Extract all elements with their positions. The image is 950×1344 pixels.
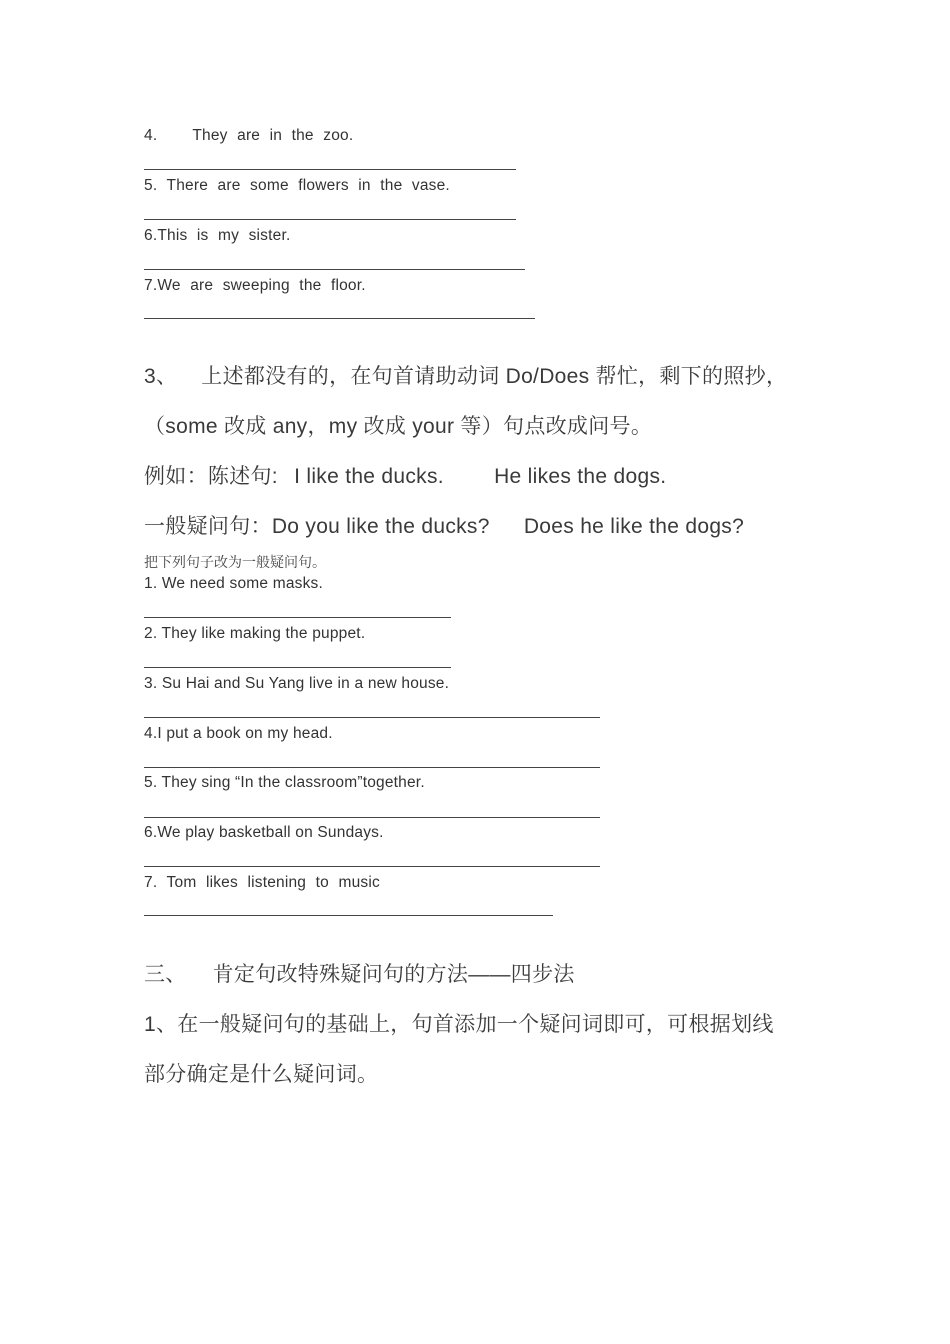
rule-line-2: （some 改成 any，my 改成 your 等）句点改成问号。	[144, 415, 653, 438]
list-item: 7. Tom likes listening to music	[144, 874, 380, 891]
section-title: 肯定句改特殊疑问句的方法——四步法	[212, 963, 575, 986]
example-b: He likes the dogs.	[494, 465, 667, 488]
list-item: 2. They like making the puppet.	[144, 625, 366, 642]
list-item: 6.This is my sister.	[144, 227, 291, 244]
answer-line	[144, 866, 600, 867]
example-a: I like the ducks.	[294, 465, 444, 488]
question-b: Does he like the dogs?	[523, 515, 745, 538]
list-item: 5. They sing “In the classroom”together.	[144, 774, 425, 791]
list-item: 1. We need some masks.	[144, 575, 323, 592]
answer-line	[144, 318, 535, 319]
item-number: 4.	[144, 127, 158, 144]
list-item: 6.We play basketball on Sundays.	[144, 824, 384, 841]
answer-line	[144, 717, 600, 718]
rule-number: 3、	[144, 365, 178, 388]
list-item	[144, 127, 353, 145]
step-line-2: 部分确定是什么疑问词。	[144, 1063, 379, 1086]
list-item: 7.We are sweeping the floor.	[144, 277, 366, 294]
answer-line	[144, 915, 553, 916]
answer-line	[144, 817, 600, 818]
answer-line	[144, 767, 600, 768]
list-item: 3. Su Hai and Su Yang live in a new house.	[144, 675, 450, 692]
example-line	[144, 460, 666, 490]
exercise-instruction: 把下列句子改为一般疑问句。	[144, 554, 326, 570]
rule-text: 上述都没有的，在句首请助动词 Do/Does 帮忙，剩下的照抄，	[201, 365, 788, 388]
section-heading	[144, 958, 575, 988]
section-number: 三、	[144, 963, 187, 986]
answer-line	[144, 269, 525, 270]
question-a: Do you like the ducks?	[271, 515, 490, 538]
list-item: 4.I put a book on my head.	[144, 725, 333, 742]
question-line	[144, 510, 744, 540]
answer-line	[144, 617, 451, 618]
answer-line	[144, 667, 451, 668]
item-text: They are in the zoo.	[192, 127, 354, 144]
step-line-1: 1、在一般疑问句的基础上，句首添加一个疑问词即可，可根据划线	[144, 1013, 774, 1036]
rule-line-1	[144, 360, 787, 390]
example-label: 例如：陈述句:	[144, 465, 278, 488]
answer-line	[144, 169, 516, 170]
list-item: 5. There are some flowers in the vase.	[144, 177, 450, 194]
question-label: 一般疑问句：	[144, 515, 272, 538]
answer-line	[144, 219, 516, 220]
